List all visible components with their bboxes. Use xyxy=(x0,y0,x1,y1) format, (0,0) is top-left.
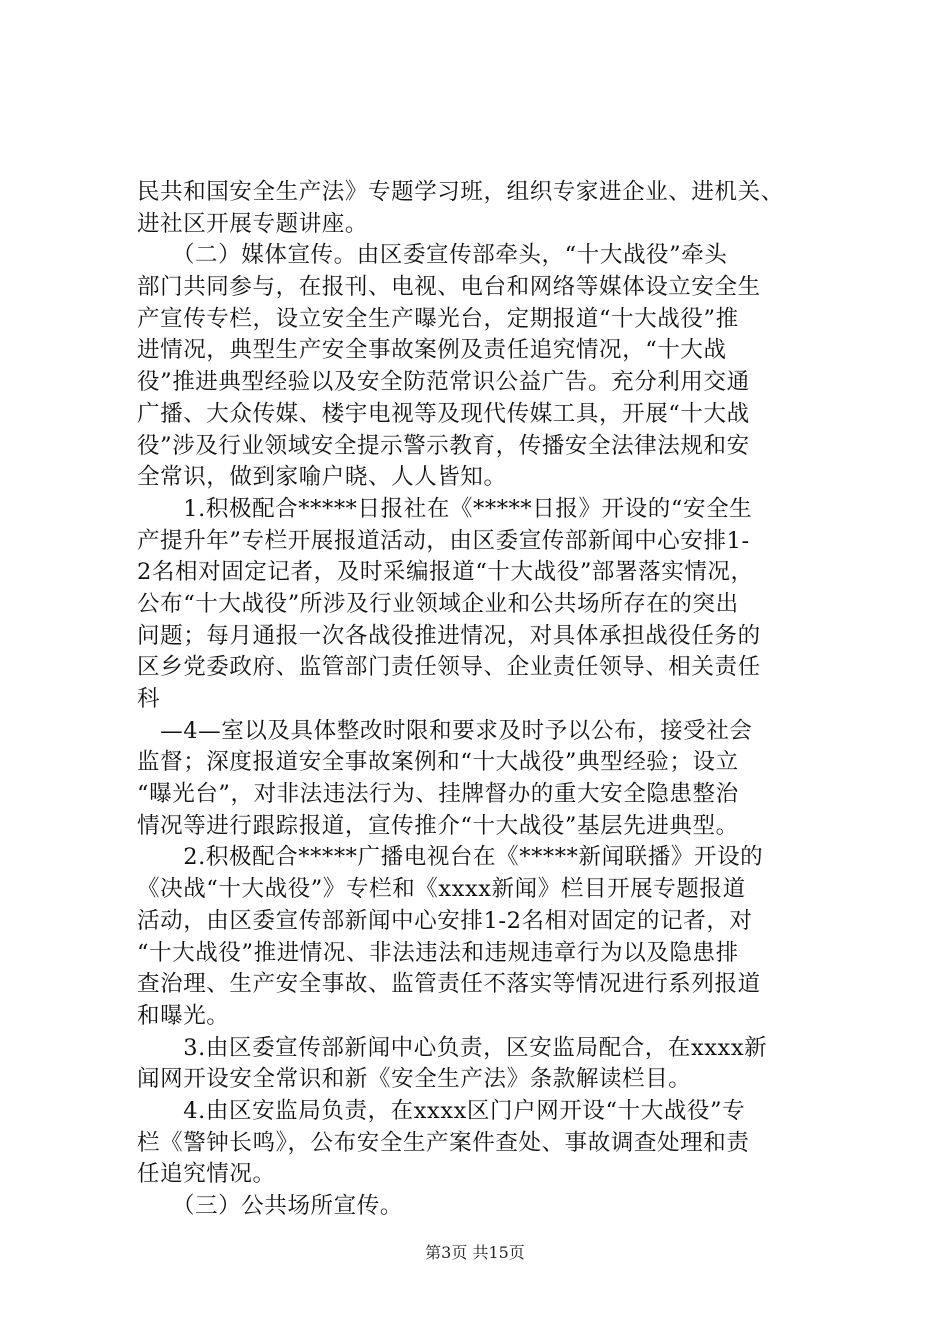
text-line: 和曝光。 xyxy=(137,1002,230,1029)
text-line: （三）公共场所宣传。 xyxy=(137,1193,403,1219)
text-line: 情况等进行跟踪报道，宣传推介“十大战役”基层先进典型。 xyxy=(137,812,739,839)
text-line: 进社区开展专题讲座。 xyxy=(137,210,369,237)
text-line: 科 xyxy=(137,686,161,712)
text-line: 区乡党委政府、监管部门责任领导、企业责任领导、相关责任 xyxy=(137,654,761,681)
text-line: 3.由区委宣传部新闻中心负责，区安监局配合，在xxxx新 xyxy=(137,1034,768,1061)
text-line: 活动，由区委宣传部新闻中心安排1-2名相对固定的记者，对 xyxy=(137,907,753,934)
text-line: 《决战“十大战役”》专栏和《xxxx新闻》栏目开展专题报道 xyxy=(137,876,746,903)
text-line: 2.积极配合*****广播电视台在《*****新闻联播》开设的 xyxy=(137,844,764,871)
text-line: 产宣传专栏，设立安全生产曝光台，定期报道“十大战役”推 xyxy=(137,305,739,332)
text-line: 役”推进典型经验以及安全防范常识公益广告。充分利用交通 xyxy=(137,369,750,396)
page-number: 第3页 共15页 xyxy=(425,1243,525,1262)
text-line: “十大战役”推进情况、非法违法和违规违章行为以及隐患排 xyxy=(137,939,739,966)
text-line: 广播、大众传媒、楼宇电视等及现代传媒工具，开展“十大战 xyxy=(137,400,750,427)
text-line: 查治理、生产安全事故、监管责任不落实等情况进行系列报道 xyxy=(137,971,761,998)
text-line: 进情况，典型生产安全事故案例及责任追究情况，“十大战 xyxy=(137,337,727,364)
text-line: 2名相对固定记者，及时采编报道“十大战役”部署落实情况， xyxy=(137,559,754,586)
text-line: 问题；每月通报一次各战役推进情况，对具体承担战役任务的 xyxy=(137,622,761,649)
text-line: 产提升年”专栏开展报道活动，由区委宣传部新闻中心安排1- xyxy=(137,527,750,554)
text-line: （二）媒体宣传。由区委宣传部牵头，“十大战役”牵头 xyxy=(137,242,728,269)
text-line: 全常识，做到家喻户晓、人人皆知。 xyxy=(137,464,507,491)
document-body xyxy=(137,177,837,1223)
text-line: 1.积极配合*****日报社在《*****日报》开设的“安全生 xyxy=(137,495,753,522)
text-line: “曝光台”，对非法违法行为、挂牌督办的重大安全隐患整治 xyxy=(137,781,739,808)
page-footer xyxy=(0,1243,950,1263)
text-line: 闻网开设安全常识和新《安全生产法》条款解读栏目。 xyxy=(137,1066,692,1093)
text-line: 役”涉及行业领域安全提示警示教育，传播安全法律法规和安 xyxy=(137,432,750,459)
text-line: 部门共同参与，在报刊、电视、电台和网络等媒体设立安全生 xyxy=(137,274,761,301)
text-line: 4.由区安监局负责，在xxxx区门户网开设“十大战役”专 xyxy=(137,1097,746,1124)
text-line: 民共和国安全生产法》专题学习班，组织专家进企业、进机关、 xyxy=(137,179,784,205)
text-line: 任追究情况。 xyxy=(137,1161,276,1188)
text-line: —4—室以及具体整改时限和要求及时予以公布，接受社会 xyxy=(137,717,753,744)
text-line: 栏《警钟长鸣》，公布安全生产案件查处、事故调查处理和责 xyxy=(137,1129,750,1156)
text-line: 监督；深度报道安全事故案例和“十大战役”典型经验；设立 xyxy=(137,749,739,776)
text-line: 公布“十大战役”所涉及行业领域企业和公共场所存在的突出 xyxy=(137,590,739,617)
